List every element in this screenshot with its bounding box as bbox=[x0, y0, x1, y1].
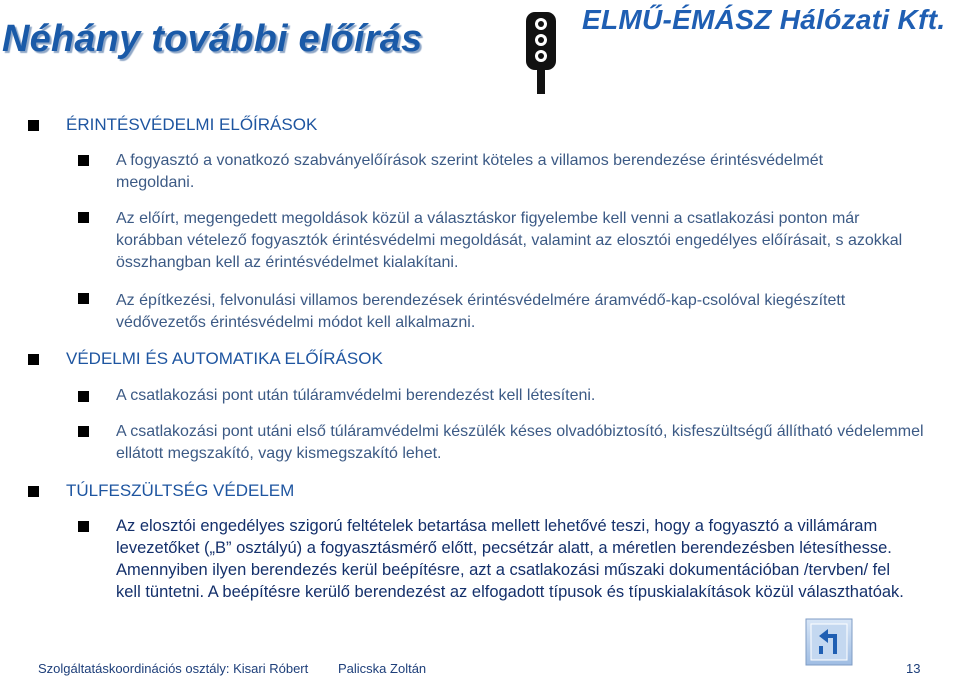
list-item: A csatlakozási pont utáni első túláramvédelmi készülék késes olvadóbiztosító, kisfeszültségű állítható védelemmel ellátott megszakító, vagy kismegszakító lehet. bbox=[116, 423, 924, 462]
bullet-icon bbox=[78, 391, 89, 402]
section-heading: VÉDELMI ÉS AUTOMATIKA ELŐÍRÁSOK bbox=[66, 349, 383, 368]
list-item: Az elosztói engedélyes szigorú feltételek betartása mellett lehetővé teszi, hogy a fogyasztó a villámáram levezetőket („B” osztályú) a fogyasztásmérő előtt, pecsétzár alatt, a méretlen berendezésben létesíthesse. Amennyiben ilyen berendezés kerül beépítésre, azt a csatlakozási műszaki dokumentációban /tervben/ fel kell tüntetni. A beépítésre kerülő berendezést az elfogadott típusok és típuskialakítások közül választhatóak. bbox=[116, 517, 904, 601]
list-item: Az építkezési, felvonulási villamos berendezések érintésvédelmére áramvédő-kap-csolóval kiegészített védővezetős érintésvédelmi módot kell alkalmazni. bbox=[116, 292, 846, 331]
bullet-icon bbox=[28, 354, 39, 365]
slide-title: Néhány további előírás bbox=[2, 18, 423, 60]
bullet-icon bbox=[78, 155, 89, 166]
traffic-light-pole-icon bbox=[520, 10, 562, 94]
page-number: 13 bbox=[906, 661, 921, 676]
list-item: A csatlakozási pont után túláramvédelmi berendezést kell létesíteni. bbox=[116, 387, 596, 404]
brand-name: ELMŰ-ÉMÁSZ Hálózati Kft. bbox=[582, 4, 946, 35]
footer-department: Szolgáltatáskoordinációs osztály: Kisari Róbert bbox=[38, 661, 309, 676]
bullet-icon bbox=[78, 293, 89, 304]
list-item: A fogyasztó a vonatkozó szabványelőírások szerint köteles a villamos berendezése érintésvédelmét megoldani. bbox=[116, 152, 824, 191]
section-heading: ÉRINTÉSVÉDELMI ELŐÍRÁSOK bbox=[66, 115, 318, 134]
list-item: Az előírt, megengedett megoldások közül a választáskor figyelembe kell venni a csatlakozási ponton már korábban vételező fogyasztók érintésvédelmi megoldását, valamint az elosztói engedélyes előírásait, s azokkal összhangban kell az érintésvédelmet kialakítani. bbox=[116, 210, 903, 271]
footer-author: Palicska Zoltán bbox=[338, 661, 427, 676]
bullet-icon bbox=[78, 212, 89, 223]
section-heading: TÚLFESZÜLTSÉG VÉDELEM bbox=[66, 481, 295, 500]
bullet-icon bbox=[78, 521, 89, 532]
bullet-icon bbox=[28, 120, 39, 131]
bullet-icon bbox=[78, 426, 89, 437]
bullet-icon bbox=[28, 486, 39, 497]
return-arrow-icon[interactable] bbox=[805, 618, 853, 666]
